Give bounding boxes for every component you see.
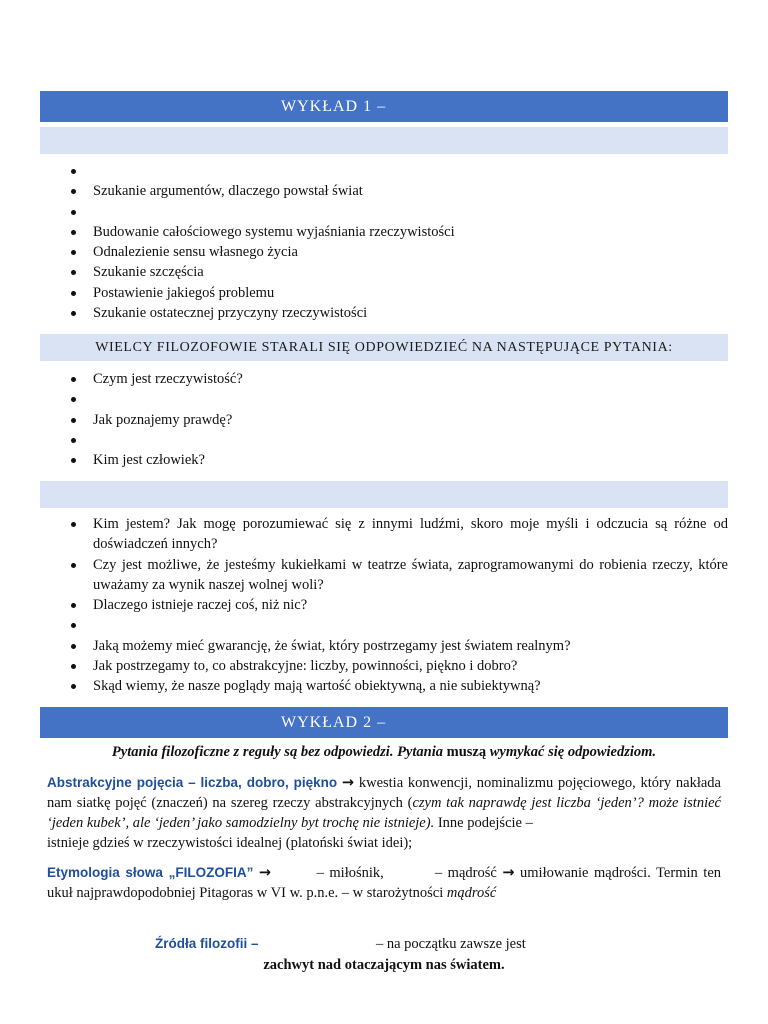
list-item: Budowanie całościowego systemu wyjaśniania rzeczywistości <box>40 222 728 242</box>
list-item: Jak postrzegamy to, co abstrakcyjne: liczby, powinności, piękno i dobro? <box>40 656 728 676</box>
section-band-empty-2 <box>40 481 728 508</box>
list-item: Kim jestem? Jak mogę porozumiewać się z innymi ludźmi, skoro moje myśli i odczucia są różne od doświadczeń innych? <box>40 514 728 555</box>
questions-section-title: WIELCY FILOZOFOWIE STARALI SIĘ ODPOWIEDZIEĆ NA NASTĘPUJĄCE PYTANIA: <box>40 334 728 361</box>
list-item: Postawienie jakiegoś problemu <box>40 283 728 303</box>
questions-list <box>40 369 728 470</box>
bullet-icon <box>71 522 76 527</box>
list-item: Kim jest człowiek? <box>40 450 728 470</box>
list-item: Skąd wiemy, że nasze poglądy mają wartość obiektywną, a nie subiektywną? <box>40 676 728 696</box>
intro-statement: Pytania filozoficzne z reguły są bez odpowiedzi. Pytania muszą wymykać się odpowiedziom. <box>111 744 657 760</box>
arrow-right-icon: → <box>258 865 272 881</box>
bullet-icon <box>71 644 76 649</box>
list-item: Szukanie argumentów, dlaczego powstał świat <box>40 181 728 201</box>
list-item <box>40 615 728 635</box>
list-item: Odnalezienie sensu własnego życia <box>40 242 728 262</box>
list-item: Szukanie ostatecznej przyczyny rzeczywistości <box>40 303 728 323</box>
list-item <box>40 389 728 409</box>
arrow-right-icon: → <box>502 865 515 881</box>
list-item <box>40 161 728 181</box>
section-band-empty-1 <box>40 127 728 154</box>
lecture-2-header <box>40 707 728 738</box>
list-item: Czym jest rzeczywistość? <box>40 369 728 389</box>
list-item <box>40 430 728 450</box>
bullet-icon <box>71 311 76 316</box>
bullet-icon <box>71 230 76 235</box>
sources-emphasis: zachwyt nad otaczającym nas światem. <box>263 957 505 973</box>
bullet-icon <box>71 664 76 669</box>
bullet-icon <box>71 418 76 423</box>
sources-line <box>155 934 259 954</box>
bullet-icon <box>71 250 76 255</box>
etymology-paragraph: Etymologia słowa „FILOZOFIA” → – miłośnik, – mądrość → umiłowanie mądrości. Termin ten ukuł najprawdopodobniej Pitagoras w VI w. p.n.e. – w starożytności mądrość <box>47 865 722 901</box>
bullet-icon <box>71 169 76 174</box>
bullet-icon <box>71 438 76 443</box>
goals-list <box>40 161 728 323</box>
bullet-icon <box>71 684 76 689</box>
abstract-concepts-term: Abstrakcyjne pojęcia – liczba, dobro, piękno <box>47 775 338 790</box>
list-item <box>40 202 728 222</box>
bullet-icon <box>71 397 76 402</box>
abstract-concepts-paragraph: Abstrakcyjne pojęcia – liczba, dobro, piękno → kwestia konwencji, nominalizmu pojęciowego, który nakłada nam siatkę pojęć (znaczeń) na szereg rzeczy abstrakcyjnych (czym tak naprawdę jest liczba ‘jeden’? może istnieć ‘jeden kubek’, ale ‘jeden’ jako samodzielny byt trochę nie istnieje). Inne podejście – istnieje gdzieś w rzeczywistości idealnej (platoński świat idei); <box>47 775 721 851</box>
list-item: Jaką możemy mieć gwarancję, że świat, który postrzegamy jest światem realnym? <box>40 636 728 656</box>
bullet-icon <box>71 210 76 215</box>
bullet-icon <box>71 377 76 382</box>
arrow-right-icon: → <box>341 775 355 791</box>
list-item: Szukanie szczęścia <box>40 262 728 282</box>
etymology-term: Etymologia słowa „FILOZOFIA” <box>47 865 254 880</box>
bullet-icon <box>71 189 76 194</box>
bullet-icon <box>71 623 76 628</box>
list-item: Czy jest możliwe, że jesteśmy kukiełkami w teatrze świata, zaprogramowanymi do robienia rzeczy, które uważamy za wynik naszej wolnej woli? <box>40 555 728 596</box>
sources-term: Źródła filozofii – <box>155 936 259 951</box>
lecture-2-title: WYKŁAD 2 – <box>281 714 387 731</box>
deep-questions-list <box>40 514 728 697</box>
lecture-1-title: WYKŁAD 1 – <box>281 98 387 115</box>
list-item: Jak poznajemy prawdę? <box>40 410 728 430</box>
bullet-icon <box>71 291 76 296</box>
lecture-1-header <box>40 91 728 122</box>
sources-text: – na początku zawsze jest <box>376 936 526 952</box>
bullet-icon <box>71 603 76 608</box>
list-item: Dlaczego istnieje raczej coś, niż nic? <box>40 595 728 615</box>
bullet-icon <box>71 563 76 568</box>
bullet-icon <box>71 270 76 275</box>
bullet-icon <box>71 458 76 463</box>
